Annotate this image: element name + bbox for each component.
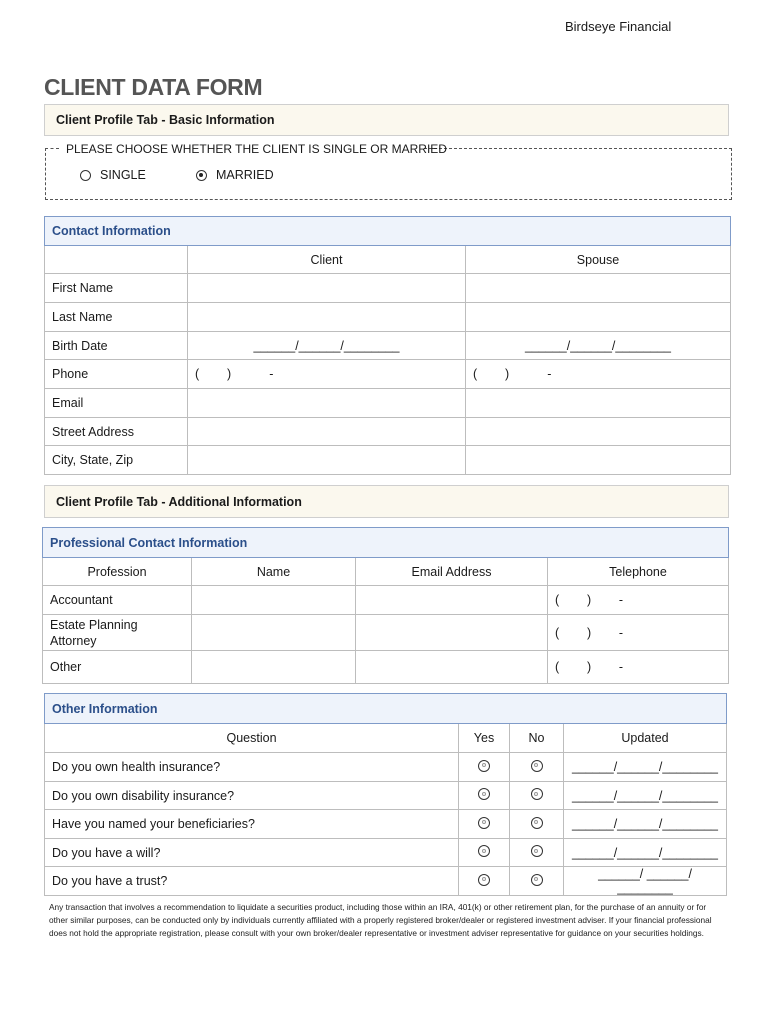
yes-radio[interactable] [478,788,490,800]
table-row [45,867,727,896]
table-row [45,839,727,867]
contact-info-heading: Contact Information [45,217,731,246]
spouse-last-name-field[interactable] [466,303,731,332]
yes-radio[interactable] [478,845,490,857]
client-birth-date-field[interactable]: ______/______/________ [188,332,466,360]
spouse-city-field[interactable] [466,446,731,475]
other-info-heading: Other Information [45,694,727,724]
table-row [45,303,731,332]
yes-radio[interactable] [478,817,490,829]
additional-info-tab-label: Client Profile Tab - Additional Information [56,494,302,509]
attorney-name-field[interactable] [192,615,356,651]
disclaimer-text: Any transaction that involves a recommendation to liquidate a securities product, including those within an IRA, 401(k) or other retirement plan, for the purchase of an annuity or for other similar purposes, can be conducted only by individuals currently affiliated with a properly registered broker/dealer or registered investment adviser. If your financial professional does not hold the appropriate registration, please consult with your own broker/dealer representative or investment adviser representative for guidance on your securities holdings. [49,902,712,938]
question-label: Do you own disability insurance? [45,782,459,810]
question-label: Do you have a will? [45,839,459,867]
married-radio[interactable] [196,170,207,181]
client-phone-field[interactable]: ( ) - [188,360,466,389]
no-radio[interactable] [531,845,543,857]
spouse-email-field[interactable] [466,389,731,418]
yes-radio[interactable] [478,874,490,886]
profession-label: Accountant [43,586,192,615]
attorney-email-field[interactable] [356,615,548,651]
attorney-telephone-field[interactable]: ( ) - [548,615,729,651]
table-row [45,332,731,360]
profession-label: Other [43,651,192,684]
client-last-name-field[interactable] [188,303,466,332]
other-telephone-field[interactable]: ( ) - [548,651,729,684]
yes-radio[interactable] [478,760,490,772]
single-label: SINGLE [100,168,146,182]
row-label: First Name [45,274,188,303]
contact-col-blank [45,246,188,274]
row-label: City, State, Zip [45,446,188,475]
table-row [45,810,727,839]
page-title: CLIENT DATA FORM [44,74,263,100]
col-email-address: Email Address [356,558,548,586]
accountant-email-field[interactable] [356,586,548,615]
table-row [45,446,731,475]
basic-info-tab-label: Client Profile Tab - Basic Information [56,113,275,127]
question-label: Do you own health insurance? [45,753,459,782]
professional-contact-heading: Professional Contact Information [43,528,729,558]
row-label: Phone [45,360,188,389]
single-radio-option[interactable] [80,168,146,182]
col-name: Name [192,558,356,586]
single-radio[interactable] [80,170,91,181]
updated-date-field[interactable]: ______/______/________ [564,810,727,839]
updated-date-field[interactable]: ______/______/________ [564,753,727,782]
other-info-table [44,693,727,896]
spouse-phone-field[interactable]: ( ) - [466,360,731,389]
accountant-telephone-field[interactable]: ( ) - [548,586,729,615]
accountant-name-field[interactable] [192,586,356,615]
no-radio[interactable] [531,760,543,772]
table-row [45,360,731,389]
table-row [45,418,731,446]
marital-status-legend: PLEASE CHOOSE WHETHER THE CLIENT IS SINGLE OR MARRIED [66,142,447,156]
col-profession: Profession [43,558,192,586]
spouse-first-name-field[interactable] [466,274,731,303]
col-question: Question [45,724,459,753]
client-city-field[interactable] [188,446,466,475]
table-row [43,615,729,651]
row-label: Birth Date [45,332,188,360]
row-label: Email [45,389,188,418]
spouse-birth-date-field[interactable]: ______/______/________ [466,332,731,360]
profession-label: Estate Planning Attorney [43,615,192,651]
updated-date-field[interactable]: ______/______/________ [564,839,727,867]
no-radio[interactable] [531,874,543,886]
client-street-field[interactable] [188,418,466,446]
table-row [45,782,727,810]
professional-contact-table [42,527,729,684]
company-name: Birdseye Financial [565,19,672,34]
col-yes: Yes [459,724,510,753]
col-updated: Updated [564,724,727,753]
married-radio-option[interactable] [196,168,274,182]
question-label: Have you named your beneficiaries? [45,810,459,839]
updated-date-field[interactable]: ______/ ______/ ________ [564,867,727,896]
spouse-street-field[interactable] [466,418,731,446]
row-label: Street Address [45,418,188,446]
table-row [43,586,729,615]
basic-info-tab-header [44,104,729,136]
other-email-field[interactable] [356,651,548,684]
col-no: No [510,724,564,753]
client-first-name-field[interactable] [188,274,466,303]
table-row [45,274,731,303]
col-telephone: Telephone [548,558,729,586]
table-row [45,753,727,782]
married-label: MARRIED [216,168,274,182]
question-label: Do you have a trust? [45,867,459,896]
other-name-field[interactable] [192,651,356,684]
additional-info-tab-header [44,485,729,518]
contact-col-spouse: Spouse [466,246,731,274]
contact-info-table [44,216,731,475]
client-email-field[interactable] [188,389,466,418]
table-row [45,389,731,418]
updated-date-field[interactable]: ______/______/________ [564,782,727,810]
row-label: Last Name [45,303,188,332]
no-radio[interactable] [531,788,543,800]
contact-col-client: Client [188,246,466,274]
table-row [43,651,729,684]
no-radio[interactable] [531,817,543,829]
